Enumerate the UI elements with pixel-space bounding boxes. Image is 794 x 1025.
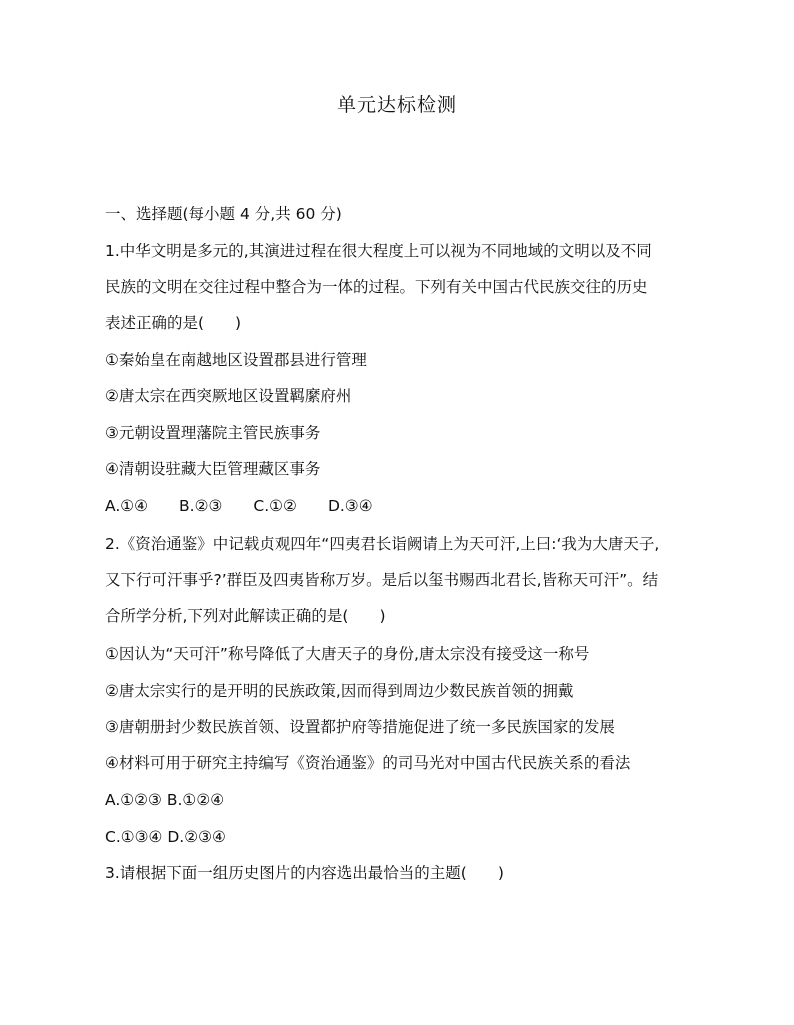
question-2-stem-line-1: 2.《资治通鉴》中记载贞观四年“四夷君长诣阙请上为天可汗,上曰:‘我为大唐天子, [105,535,660,553]
question-2-answer-choices-ab: A.①②③ B.①②④ [105,791,225,809]
question-1-option-4: ④清朝设驻藏大臣管理藏区事务 [105,460,321,478]
question-2-stem-line-3: 合所学分析,下列对此解读正确的是( ) [105,607,386,625]
question-1-stem-line-2: 民族的文明在交往过程中整合为一体的过程。下列有关中国古代民族交往的历史 [105,278,648,296]
question-2-option-2: ②唐太宗实行的是开明的民族政策,因而得到周边少数民族首领的拥戴 [105,682,574,700]
question-1-stem-line-1: 1.中华文明是多元的,其演进过程在很大程度上可以视为不同地域的文明以及不同 [105,242,652,260]
question-1-option-3: ③元朝设置理藩院主管民族事务 [105,424,321,442]
question-1-stem-line-3: 表述正确的是( ) [105,314,242,332]
question-1-option-1: ①秦始皇在南越地区设置郡县进行管理 [105,351,367,369]
question-2-option-4: ④材料可用于研究主持编写《资治通鉴》的司马光对中国古代民族关系的看法 [105,754,631,772]
page-title: 单元达标检测 [336,94,457,116]
question-1-option-2: ②唐太宗在西突厥地区设置羁縻府州 [105,387,352,405]
question-2-option-1: ①因认为“天可汗”称号降低了大唐天子的身份,唐太宗没有接受这一称号 [105,645,590,663]
question-2-stem-line-2: 又下行可汗事乎?’群臣及四夷皆称万岁。是后以玺书赐西北君长,皆称天可汗”。结 [105,571,659,589]
question-1-answer-choices: A.①④ B.②③ C.①② D.③④ [105,497,373,515]
question-2-answer-choices-cd: C.①③④ D.②③④ [105,828,226,846]
question-3-stem-line-1: 3.请根据下面一组历史图片的内容选出最恰当的主题( ) [105,864,504,882]
section-heading: 一、选择题(每小题 4 分,共 60 分) [105,205,342,223]
question-2-option-3: ③唐朝册封少数民族首领、设置都护府等措施促进了统一多民族国家的发展 [105,718,615,736]
